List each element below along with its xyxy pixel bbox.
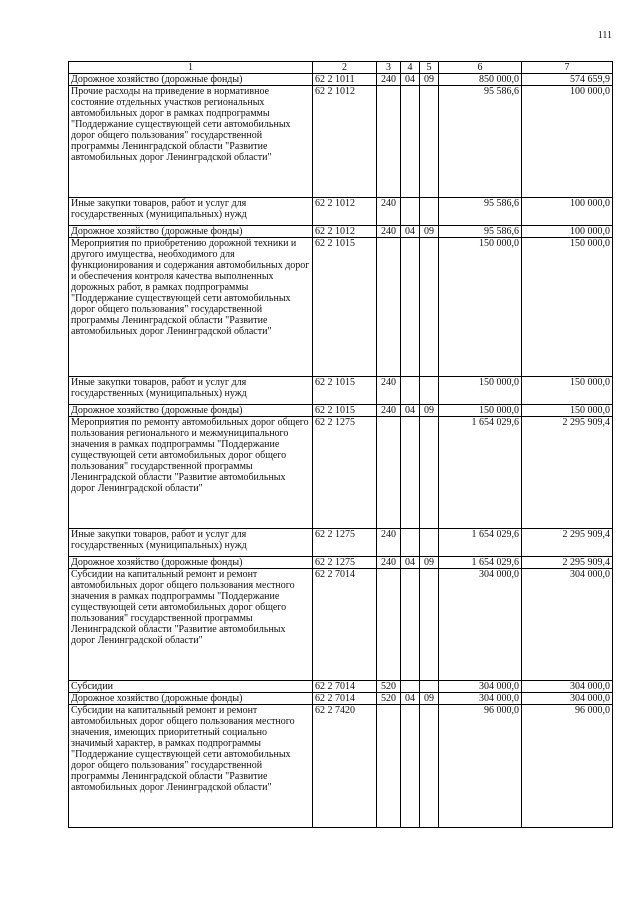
row-amount-2017-cell: 1 654 029,6 [439, 557, 522, 569]
row-type-cell: 240 [377, 198, 401, 226]
row-subsection-cell [420, 377, 439, 405]
row-code-cell: 62 2 7014 [313, 569, 377, 681]
row-type-cell: 240 [377, 405, 401, 417]
row-code-cell: 62 2 7420 [313, 705, 377, 828]
table-row [69, 681, 613, 693]
row-section-cell: 04 [401, 693, 420, 705]
row-name-cell: Дорожное хозяйство (дорожные фонды) [69, 557, 313, 569]
table-row [69, 377, 613, 405]
row-type-cell: 240 [377, 557, 401, 569]
row-section-cell [401, 198, 420, 226]
row-amount-2018-cell: 2 295 909,4 [522, 417, 613, 529]
row-amount-2018-cell: 304 000,0 [522, 569, 613, 681]
table-row [69, 529, 613, 557]
row-subsection-cell [420, 417, 439, 529]
row-amount-2017-cell: 150 000,0 [439, 405, 522, 417]
row-amount-2018-cell: 304 000,0 [522, 693, 613, 705]
row-code-cell: 62 2 1015 [313, 238, 377, 377]
row-amount-2017-cell: 304 000,0 [439, 569, 522, 681]
table-row [69, 417, 613, 529]
row-subsection-cell [420, 529, 439, 557]
row-amount-2017-cell: 1 654 029,6 [439, 417, 522, 529]
row-amount-2017-cell: 850 000,0 [439, 74, 522, 86]
row-subsection-cell [420, 238, 439, 377]
row-code-cell: 62 2 1015 [313, 405, 377, 417]
row-section-cell: 04 [401, 557, 420, 569]
column-header: 3 [377, 62, 401, 74]
row-amount-2018-cell: 100 000,0 [522, 226, 613, 238]
column-header: 2 [313, 62, 377, 74]
row-subsection-cell [420, 705, 439, 828]
row-amount-2017-cell: 304 000,0 [439, 693, 522, 705]
row-code-cell: 62 2 7014 [313, 693, 377, 705]
row-amount-2018-cell: 150 000,0 [522, 377, 613, 405]
table-row [69, 705, 613, 828]
row-section-cell: 04 [401, 226, 420, 238]
row-subsection-cell: 09 [420, 693, 439, 705]
row-code-cell: 62 2 1275 [313, 417, 377, 529]
row-name-cell: Мероприятия по приобретению дорожной техники и другого имущества, необходимого для функционирования и содержания автомобильных дорог и обеспечения контроля качества выполненных дорожных работ, в рамках подпрограммы "Поддержание существующей сети автомобильных дорог общего пользования" государственной программы Ленинградской области "Развитие автомобильных дорог Ленинградской области" [69, 238, 313, 377]
column-header: 4 [401, 62, 420, 74]
table-row [69, 557, 613, 569]
row-amount-2018-cell: 100 000,0 [522, 86, 613, 198]
column-header: 6 [439, 62, 522, 74]
table-header-row [69, 62, 613, 74]
row-amount-2018-cell: 150 000,0 [522, 238, 613, 377]
row-amount-2017-cell: 95 586,6 [439, 226, 522, 238]
table-row [69, 198, 613, 226]
table-row [69, 405, 613, 417]
row-amount-2017-cell: 95 586,6 [439, 198, 522, 226]
row-section-cell [401, 681, 420, 693]
row-code-cell: 62 2 1012 [313, 226, 377, 238]
row-name-cell: Иные закупки товаров, работ и услуг для государственных (муниципальных) нужд [69, 529, 313, 557]
row-type-cell: 520 [377, 681, 401, 693]
row-section-cell [401, 238, 420, 377]
row-section-cell: 04 [401, 405, 420, 417]
row-type-cell: 240 [377, 74, 401, 86]
row-subsection-cell [420, 86, 439, 198]
table-row [69, 226, 613, 238]
row-code-cell: 62 2 1015 [313, 377, 377, 405]
row-code-cell: 62 2 1275 [313, 557, 377, 569]
row-type-cell [377, 86, 401, 198]
row-amount-2018-cell: 304 000,0 [522, 681, 613, 693]
row-section-cell [401, 417, 420, 529]
row-name-cell: Дорожное хозяйство (дорожные фонды) [69, 74, 313, 86]
row-amount-2017-cell: 1 654 029,6 [439, 529, 522, 557]
row-amount-2017-cell: 150 000,0 [439, 238, 522, 377]
row-subsection-cell: 09 [420, 226, 439, 238]
row-code-cell: 62 2 1012 [313, 86, 377, 198]
column-header: 7 [522, 62, 613, 74]
row-subsection-cell [420, 569, 439, 681]
row-code-cell: 62 2 7014 [313, 681, 377, 693]
row-name-cell: Иные закупки товаров, работ и услуг для государственных (муниципальных) нужд [69, 377, 313, 405]
row-section-cell: 04 [401, 74, 420, 86]
row-code-cell: 62 2 1011 [313, 74, 377, 86]
row-amount-2018-cell: 2 295 909,4 [522, 557, 613, 569]
row-type-cell [377, 417, 401, 529]
row-type-cell: 520 [377, 693, 401, 705]
row-amount-2018-cell: 100 000,0 [522, 198, 613, 226]
row-name-cell: Дорожное хозяйство (дорожные фонды) [69, 226, 313, 238]
row-name-cell: Дорожное хозяйство (дорожные фонды) [69, 405, 313, 417]
row-section-cell [401, 705, 420, 828]
row-code-cell: 62 2 1012 [313, 198, 377, 226]
table-row [69, 238, 613, 377]
row-amount-2018-cell: 2 295 909,4 [522, 529, 613, 557]
row-subsection-cell [420, 681, 439, 693]
budget-table [68, 61, 613, 828]
row-section-cell [401, 377, 420, 405]
row-subsection-cell: 09 [420, 405, 439, 417]
table-row [69, 693, 613, 705]
row-amount-2018-cell: 96 000,0 [522, 705, 613, 828]
row-type-cell: 240 [377, 226, 401, 238]
row-section-cell [401, 86, 420, 198]
row-name-cell: Субсидии [69, 681, 313, 693]
row-type-cell: 240 [377, 377, 401, 405]
page-number: 111 [597, 30, 612, 41]
row-subsection-cell [420, 198, 439, 226]
row-name-cell: Дорожное хозяйство (дорожные фонды) [69, 693, 313, 705]
row-name-cell: Субсидии на капитальный ремонт и ремонт автомобильных дорог общего пользования местного значения, имеющих приоритетный социально значимый характер, в рамках подпрограммы "Поддержание существующей сети автомобильных дорог общего пользования" государственной программы Ленинградской области "Развитие автомобильных дорог Ленинградской области" [69, 705, 313, 828]
column-header: 1 [69, 62, 313, 74]
table-row [69, 86, 613, 198]
row-amount-2017-cell: 150 000,0 [439, 377, 522, 405]
row-section-cell [401, 569, 420, 681]
row-amount-2017-cell: 95 586,6 [439, 86, 522, 198]
row-type-cell [377, 569, 401, 681]
row-type-cell [377, 238, 401, 377]
row-code-cell: 62 2 1275 [313, 529, 377, 557]
row-type-cell [377, 705, 401, 828]
row-name-cell: Иные закупки товаров, работ и услуг для государственных (муниципальных) нужд [69, 198, 313, 226]
row-subsection-cell: 09 [420, 74, 439, 86]
table-row [69, 74, 613, 86]
row-amount-2017-cell: 96 000,0 [439, 705, 522, 828]
row-amount-2018-cell: 150 000,0 [522, 405, 613, 417]
row-section-cell [401, 529, 420, 557]
row-name-cell: Мероприятия по ремонту автомобильных дорог общего пользования регионального и межмуниципального значения в рамках подпрограммы "Поддержание существующей сети автомобильных дорог общего пользования" государственной программы Ленинградской области "Развитие автомобильных дорог Ленинградской области" [69, 417, 313, 529]
table-row [69, 569, 613, 681]
row-type-cell: 240 [377, 529, 401, 557]
row-amount-2017-cell: 304 000,0 [439, 681, 522, 693]
row-subsection-cell: 09 [420, 557, 439, 569]
column-header: 5 [420, 62, 439, 74]
row-amount-2018-cell: 574 659,9 [522, 74, 613, 86]
row-name-cell: Прочие расходы на приведение в нормативное состояние отдельных участков региональных автомобильных дорог в рамках подпрограммы "Поддержание существующей сети автомобильных дорог общего пользования" государственной программы Ленинградской области "Развитие автомобильных дорог Ленинградской области" [69, 86, 313, 198]
row-name-cell: Субсидии на капитальный ремонт и ремонт автомобильных дорог общего пользования местного значения в рамках подпрограммы "Поддержание существующей сети автомобильных дорог общего пользования" государственной программы Ленинградской области "Развитие автомобильных дорог Ленинградской области" [69, 569, 313, 681]
